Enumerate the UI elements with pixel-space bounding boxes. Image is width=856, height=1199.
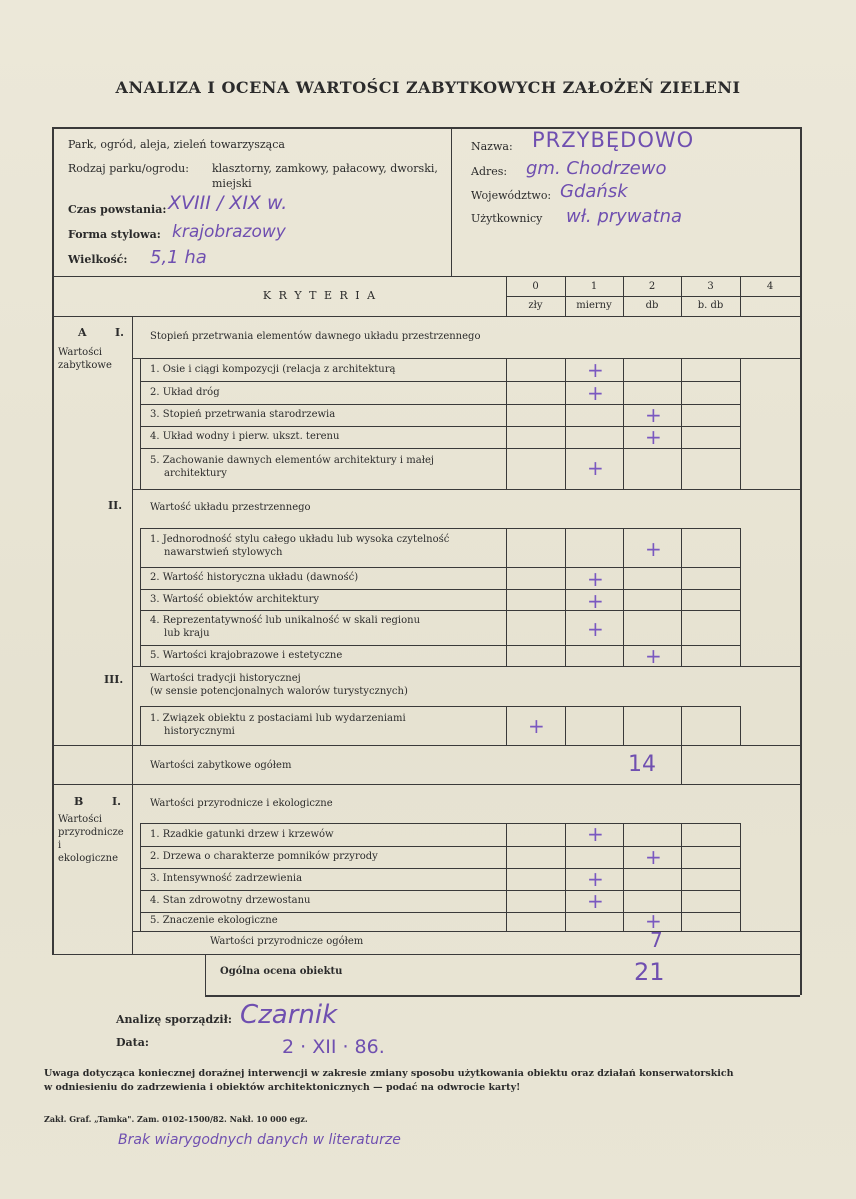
wojewodztwo-label: Województwo:	[471, 189, 552, 202]
score-mark-r4: +	[645, 425, 662, 449]
analize-signature: Czarnik	[240, 1000, 338, 1030]
forma-label: Forma stylowa:	[68, 228, 161, 241]
row-b5: 5. Znaczenie ekologiczne	[150, 915, 278, 926]
analize-label: Analizę sporządził:	[116, 1013, 232, 1026]
section-b-title: Wartości przyrodnicze i ekologiczne	[150, 798, 333, 809]
total-a-label: Wartości zabytkowe ogółem	[150, 760, 292, 771]
v-col-3a	[681, 358, 682, 489]
forma-value: krajobrazowy	[172, 222, 286, 242]
score-mark-r5: +	[587, 456, 604, 480]
v-text-left-4	[140, 823, 141, 931]
row-q5: 5. Wartości krajobrazowe i estetyczne	[150, 650, 343, 661]
row-b1: 1. Rzadkie gatunki drzew i krzewów	[150, 829, 334, 840]
print-info: Zakł. Graf. „Tamka". Zam. 0102-1500/82. Nakł. 10 000 egz.	[44, 1114, 308, 1124]
line-358	[132, 358, 800, 359]
line-954	[52, 954, 800, 955]
row-q4-cont: lub kraju	[164, 628, 210, 639]
line-528	[140, 528, 740, 529]
score-mark-r3: +	[645, 403, 662, 427]
v-col-1b	[565, 528, 566, 666]
section-b-name: Wartości przyrodnicze i ekologiczne	[58, 814, 124, 864]
section-3-title: Wartości tradycji historycznej	[150, 673, 301, 684]
score-mark-b3: +	[587, 867, 604, 891]
v-col-2c	[623, 706, 624, 745]
section-1-title: Stopień przetrwania elementów dawnego układu przestrzennego	[150, 331, 481, 342]
row-r5: 5. Zachowanie dawnych elementów architektury i małej	[150, 455, 434, 466]
v-col-0a	[506, 358, 507, 489]
header-divider	[451, 127, 452, 276]
frame-right	[800, 127, 802, 995]
row-q1: 1. Jednorodność stylu całego układu lub wysoka czytelność	[150, 534, 450, 545]
section-2-title: Wartość układu przestrzennego	[150, 502, 311, 513]
data-value: 2 · XII · 86.	[282, 1036, 385, 1058]
score-mark-b2: +	[645, 845, 662, 869]
section-a-II: II.	[108, 499, 123, 512]
rodzaj-options-2: miejski	[212, 177, 252, 190]
section-3-subtitle: (w sensie potencjonalnych walorów turystycznych)	[150, 686, 408, 697]
section-a-III: III.	[104, 673, 124, 686]
v-col-3b	[681, 528, 682, 666]
v-text-left-1	[140, 358, 141, 489]
v-col-3c	[681, 706, 682, 745]
line-381	[140, 381, 740, 382]
line-489	[132, 489, 800, 490]
uwaga-line-2: w odniesieniu do zadrzewienia i obiektów architektonicznych — podać na odwrocie karty!	[44, 1082, 521, 1093]
total-a-value: 14	[628, 752, 656, 777]
score-mark-b5: +	[645, 909, 662, 933]
overall-value: 21	[634, 958, 665, 986]
score-mark-q5: +	[645, 644, 662, 668]
kryteria-header: K R Y T E R I A	[262, 289, 378, 302]
score-mark-q4: +	[587, 617, 604, 641]
v-text-left-2	[140, 528, 141, 666]
v-col-1a	[565, 358, 566, 489]
line-823	[140, 823, 740, 824]
total-b-label: Wartości przyrodnicze ogółem	[210, 936, 364, 947]
v-col-4b	[740, 528, 741, 666]
scale-num-2: 2	[648, 281, 656, 292]
rodzaj-options: klasztorny, zamkowy, pałacowy, dworski,	[212, 162, 438, 175]
data-label: Data:	[116, 1036, 149, 1049]
line-610	[140, 610, 740, 611]
v-col-2a	[623, 358, 624, 489]
v-text-left-3	[140, 706, 141, 745]
section-b-top	[52, 784, 132, 785]
line-890	[140, 890, 740, 891]
section-b-I: I.	[112, 795, 121, 808]
scale-bottom-line	[52, 316, 800, 317]
nazwa-label: Nazwa:	[471, 140, 513, 153]
v-col-2d	[623, 823, 624, 931]
row-b2: 2. Drzewa o charakterze pomników przyrody	[150, 851, 378, 862]
uzytkownicy-label: Użytkownicy	[471, 212, 543, 225]
total-b-value: 7	[650, 928, 663, 952]
wojewodztwo-value: Gdańsk	[560, 181, 628, 202]
v-col-4c	[740, 706, 741, 745]
adres-label: Adres:	[471, 165, 508, 178]
row-r5-cont: architektury	[164, 468, 227, 479]
scale-num-4: 4	[766, 281, 774, 292]
section-a-letter: A	[78, 326, 87, 339]
line-666	[132, 666, 800, 667]
uzytkownicy-value: wł. prywatna	[566, 206, 683, 227]
row-q3: 3. Wartość obiektów architektury	[150, 594, 320, 605]
header-bottom-line	[52, 276, 800, 277]
scale-word-2: db	[645, 300, 659, 311]
rodzaj-label: Rodzaj parku/ogrodu:	[68, 162, 189, 175]
nazwa-value: PRZYBĘDOWO	[532, 128, 695, 152]
score-mark-r1: +	[587, 358, 604, 382]
overall-label: Ogólna ocena obiektu	[220, 966, 343, 977]
v-col-0c	[506, 706, 507, 745]
v-col-4a	[740, 358, 741, 489]
line-995	[205, 995, 800, 997]
line-784	[132, 784, 800, 785]
score-mark-q1: +	[645, 537, 662, 561]
score-mark-t1: +	[528, 714, 545, 738]
score-mark-r2: +	[587, 381, 604, 405]
line-567	[140, 567, 740, 568]
scale-num-3: 3	[707, 281, 714, 292]
scale-word-1: mierny	[576, 300, 612, 311]
row-b3: 3. Intensywność zadrzewienia	[150, 873, 303, 884]
v-col-3d	[681, 823, 682, 931]
v-col-1d	[565, 823, 566, 931]
uwaga-line-1: Uwaga dotycząca koniecznej doraźnej interwencji w zakresie zmiany sposobu użytkowania obiektu oraz działań konserwatorskich	[44, 1068, 734, 1079]
row-r3: 3. Stopień przetrwania starodrzewia	[150, 409, 336, 420]
wielkosc-label: Wielkość:	[68, 253, 128, 266]
v-col-0d	[506, 823, 507, 931]
overall-left-line	[205, 954, 206, 995]
v-col-1c	[565, 706, 566, 745]
line-931	[132, 931, 800, 932]
score-mark-b1: +	[587, 822, 604, 846]
frame-left	[52, 127, 54, 954]
type-label: Park, ogród, aleja, zieleń towarzysząca	[68, 138, 285, 151]
line-589	[140, 589, 740, 590]
score-mark-q2: +	[587, 567, 604, 591]
row-t1: 1. Związek obiektu z postaciami lub wydarzeniami	[150, 713, 406, 724]
scale-word-0: zły	[528, 300, 543, 311]
adres-value: gm. Chodrzewo	[526, 158, 667, 179]
section-col-line	[132, 316, 133, 954]
line-745	[132, 745, 800, 746]
czas-value: XVIII / XIX w.	[168, 192, 288, 214]
scale-word-3: b. db	[697, 300, 724, 311]
czas-label: Czas powstania:	[68, 203, 167, 216]
score-mark-b4: +	[587, 889, 604, 913]
form-title: ANALIZA I OCENA WARTOŚCI ZABYTKOWYCH ZAŁOŻEŃ ZIELENI	[115, 78, 741, 97]
v-total-a	[681, 745, 682, 784]
line-706	[140, 706, 740, 707]
v-col-0b	[506, 528, 507, 666]
row-t1-cont: historycznymi	[164, 726, 235, 737]
scale-num-0: 0	[532, 281, 539, 292]
v-col-2b	[623, 528, 624, 666]
row-b4: 4. Stan zdrowotny drzewostanu	[150, 895, 311, 906]
scale-num-1: 1	[590, 281, 598, 292]
scale-mid-line	[506, 296, 800, 297]
section-a-name: Wartości zabytkowe	[58, 347, 112, 371]
row-q1-cont: nawarstwień stylowych	[164, 547, 283, 558]
row-q2: 2. Wartość historyczna układu (dawność)	[150, 572, 359, 583]
section-b-letter: B	[74, 795, 84, 808]
section-a-I: I.	[115, 326, 124, 339]
row-r1: 1. Osie i ciągi kompozycji (relacja z architekturą	[150, 364, 396, 375]
row-r2: 2. Układ dróg	[150, 387, 220, 398]
row-q4: 4. Reprezentatywność lub unikalność w skali regionu	[150, 615, 421, 626]
v-col-4d	[740, 823, 741, 931]
row-r4: 4. Układ wodny i pierw. ukszt. terenu	[150, 431, 340, 442]
wielkosc-value: 5,1 ha	[150, 247, 207, 268]
score-mark-q3: +	[587, 589, 604, 613]
handwritten-note: Brak wiarygodnych danych w literaturze	[118, 1132, 401, 1148]
section-a-split	[52, 745, 132, 746]
